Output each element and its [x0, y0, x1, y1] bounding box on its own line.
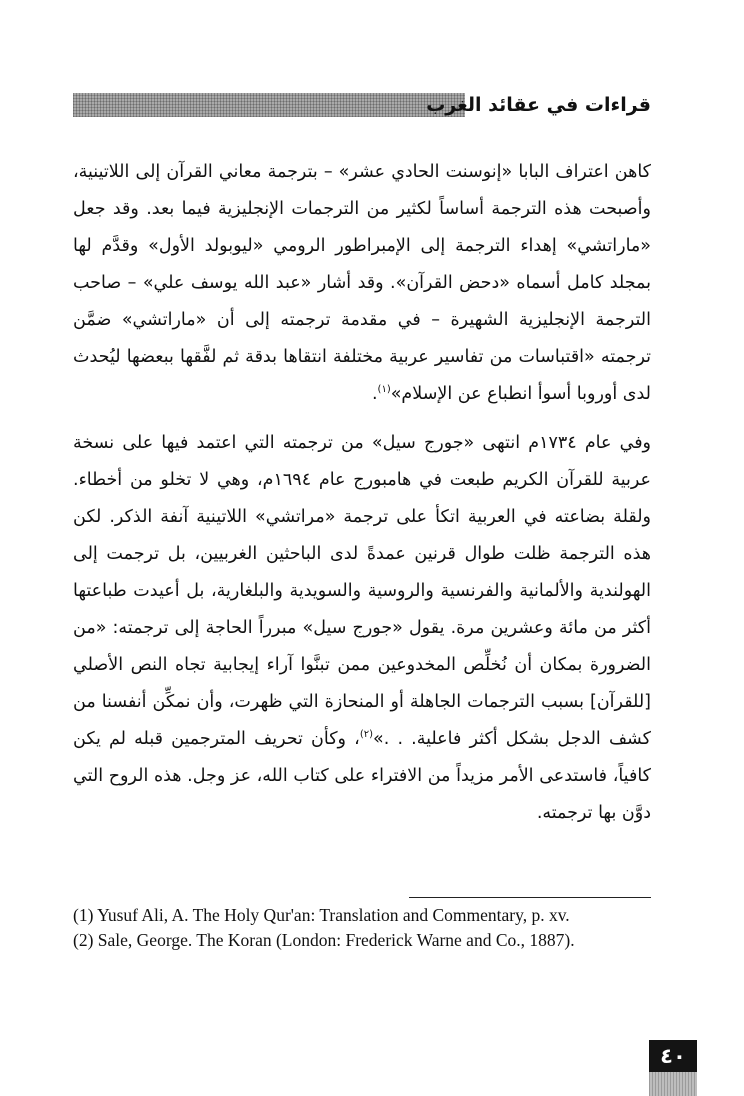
footnote-2: (2) Sale, George. The Koran (London: Frederick Warne and Co., 1887).: [73, 930, 575, 950]
paragraph-2: [73, 425, 651, 832]
footnote-ref-2: (٢): [359, 729, 374, 741]
footnote-divider: [409, 897, 651, 898]
header-tint-bar: [73, 93, 465, 117]
header-title: قراءات في عقائد الغرب: [426, 94, 651, 116]
page-number-tint: [649, 1072, 697, 1096]
footnote-ref-1: (١): [377, 384, 391, 396]
footnotes: [73, 903, 663, 953]
footnote-1: (1) Yusuf Ali, A. The Holy Qur'an: Translation and Commentary, p. xv.: [73, 905, 570, 925]
paragraph-2-text: وفي عام ١٧٣٤م انتهى «جورج سيل» من ترجمته التي اعتمد فيها على نسخة عربية للقرآن الكريم طبعت في هامبورج عام ١٦٩٤م، وهي لا تخلو من أخطاء. ولقلة بضاعته في العربية اتكأ على ترجمة «مراتشي» اللاتينية آنفة الذكر. لكن هذه الترجمة ظلت طوال قرنين عمدةً لدى الباحثين الغربيين، بل ترجمت إلى الهولندية والألمانية والفرنسية والروسية والسويدية والبلغارية، بل أعيدت طباعتها أكثر من مائة وعشرين مرة. يقول «جورج سيل» مبرراً الحاجة إلى ترجمته: «من الضرورة بمكان أن نُخلِّص المخدوعين ممن تبنَّوا آراء إيجابية تجاه النص الأصلي [للقرآن] بسبب الترجمات الجاهلة أو المنحازة التي ظهرت، وأن نمكِّن أنفسنا من كشف الدجل بشكل أكثر فاعلية. . .»: [73, 433, 652, 749]
body-text: [73, 154, 651, 832]
paragraph-1: [73, 154, 651, 413]
paragraph-2-tail: ، وكأن تحريف المترجمين قبله لم يكن كافياً، فاستدعى الأمر مزيداً من الافتراء على كتاب الله، عز وجل. هذه الروح التي دوَّن بها ترجمته.: [73, 729, 651, 823]
page-number: ٤٠: [649, 1040, 697, 1072]
running-header: [73, 93, 651, 117]
paragraph-1-text: كاهن اعتراف البابا «إنوسنت الحادي عشر» – بترجمة معاني القرآن إلى اللاتينية، وأصبحت هذه الترجمة أساساً لكثير من الترجمات الإنجليزية فيما بعد. وقد جعل «ماراتشي» إهداء الترجمة إلى الإمبراطور الرومي «ليوبولد الأول» وقدَّم لها بمجلد كامل أسماه «دحض القرآن». وقد أشار «عبد الله يوسف علي» – صاحب الترجمة الإنجليزية الشهيرة – في مقدمة ترجمته إلى أن «ماراتشي» ضمَّن ترجمته «اقتباسات من تفاسير عربية مختلفة انتقاها بدقة ثم لفَّقها ببعضها ليُحدث لدى أوروبا أسوأ انطباع عن الإسلام»: [73, 162, 651, 404]
paragraph-1-tail: .: [371, 384, 378, 404]
